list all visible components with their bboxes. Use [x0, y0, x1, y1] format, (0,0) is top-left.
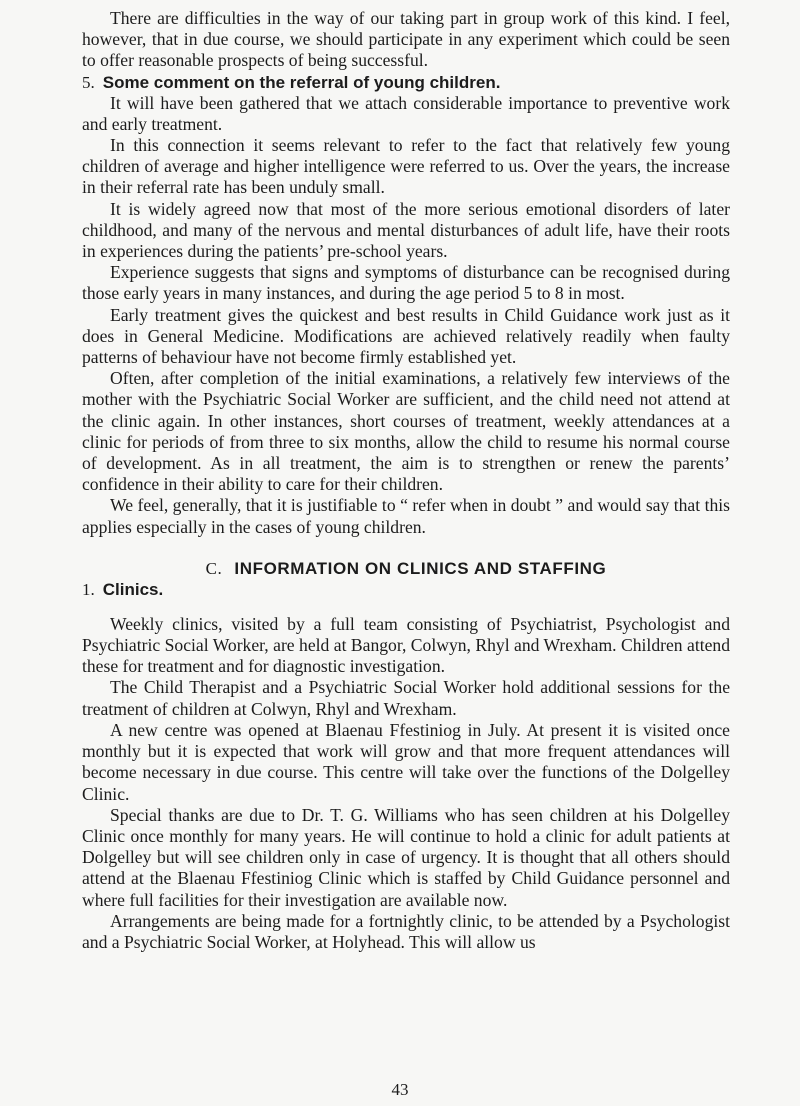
subsection-1-paragraph: Arrangements are being made for a fortnightly clinic, to be attended by a Psychologist and a Psychiatric Social Worker, at Holyhead. This will allow us: [82, 910, 730, 952]
subsection-1-paragraph: The Child Therapist and a Psychiatric Social Worker hold additional sessions for the treatment of children at Colwyn, Rhyl and Wrexham.: [82, 677, 730, 719]
subsection-1-heading: [82, 579, 730, 600]
section-5-paragraph: Early treatment gives the quickest and best results in Child Guidance work just as it does in General Medicine. Modifications are achieved relatively readily when faulty patterns of behaviour have not become firmly established yet.: [82, 304, 730, 368]
section-5-paragraph: Often, after completion of the initial examinations, a relatively few interviews of the mother with the Psychiatric Social Worker are sufficient, and the child need not attend at the clinic again. In other instances, short courses of treatment, weekly attendances at a clinic for periods of from three to six months, allow the child to resume his normal course of development. As in all treatment, the aim is to strengthen or renew the parents’ confidence in their ability to care for their children.: [82, 368, 730, 495]
section-c-letter: C.: [205, 558, 223, 578]
subsection-1-paragraph: Special thanks are due to Dr. T. G. Williams who has seen children at his Dolgelley Clinic once monthly for many years. He will continue to hold a clinic for adult patients at Dolgelley but will see children only in case of urgency. It is thought that all others should attend at the Blaenau Ffestiniog Clinic which is staffed by Child Guidance personnel and where full facilities for their investigation are available now.: [82, 804, 730, 910]
page-number: 43: [391, 1080, 409, 1099]
section-c-title: INFORMATION ON CLINICS AND STAFFING: [234, 558, 607, 578]
section-5-heading: [82, 72, 730, 93]
subsection-1-number: 1.: [82, 579, 95, 599]
section-5-paragraph: Experience suggests that signs and symptoms of disturbance can be recognised during those early years in many instances, and during the age period 5 to 8 in most.: [82, 262, 730, 304]
section-5-number: 5.: [82, 72, 95, 92]
section-5-paragraph: In this connection it seems relevant to refer to the fact that relatively few young children of average and higher intelligence were referred to us. Over the years, the increase in their referral rate has been unduly small.: [82, 135, 730, 198]
subsection-1-title: Clinics.: [102, 579, 164, 599]
intro-paragraph: There are difficulties in the way of our taking part in group work of this kind. I feel, however, that in due course, we should participate in any experiment which could be seen to offer reasonable prospects of being successful.: [82, 8, 730, 71]
page-body: [82, 8, 730, 953]
subsection-1-paragraph: Weekly clinics, visited by a full team consisting of Psychiatrist, Psychologist and Psychiatric Social Worker, are held at Bangor, Colwyn, Rhyl and Wrexham. Children attend these for treatment and for diagnostic investigation.: [82, 613, 730, 677]
section-5-paragraph: We feel, generally, that it is justifiable to “ refer when in doubt ” and would say that this applies especially in the cases of young children.: [82, 495, 730, 537]
section-5-paragraph: It will have been gathered that we attach considerable importance to preventive work and early treatment.: [82, 92, 730, 134]
section-5-paragraph: It is widely agreed now that most of the more serious emotional disorders of later childhood, and many of the nervous and mental disturbances of adult life, have their roots in experiences during the patients’ pre-school years.: [82, 198, 730, 262]
subsection-1-paragraph: A new centre was opened at Blaenau Ffestiniog in July. At present it is visited once monthly but it is expected that work will grow and that more frequent attendances will become necessary in due course. This centre will take over the functions of the Dolgelley Clinic.: [82, 719, 730, 804]
section-c-heading: [82, 558, 730, 579]
section-5-title: Some comment on the referral of young children.: [102, 72, 501, 92]
